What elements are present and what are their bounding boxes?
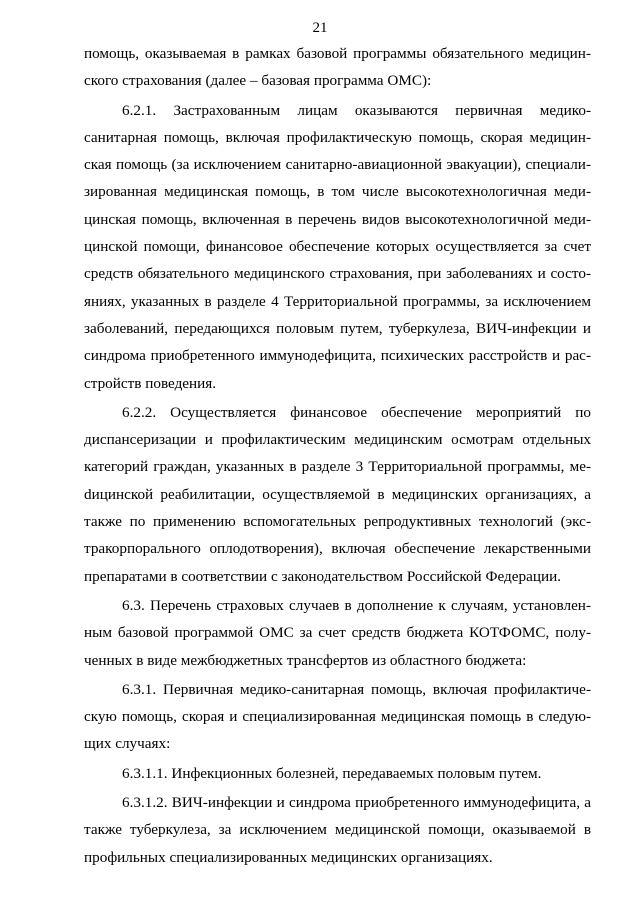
paragraph-continuation: помощь, оказываемая в рамках базовой программы обязательного медицинского страхования (далее – базовая программа ОМС):: [84, 45, 591, 90]
paragraph-6-2-1: 6.2.1. Застрахованным лицам оказываются первичная медико-санитарная помощь, включая профилактическую помощь, скорая медицинская помощь (за исключением санитарно-авиационной эвакуации), специализированная медицинская помощь, в том числе высокотехнологичная медицинская помощь, включенная в перечень видов высокотехнологичной медицинской помощи, финансовое обеспечение которых осуществляется за счет средств обязательного медицинского страхования, при заболеваниях и состояниях, указанных в разделе 4 Территориальной программы, за исключением заболеваний, передающихся половым путем, туберкулеза, ВИЧ-инфекции и синдрома приобретенного иммунодефицита, психических расстройств и расстройств поведения.: [84, 101, 591, 392]
page-number: 21: [312, 20, 328, 36]
paragraph-6-3: 6.3. Перечень страховых случаев в дополнение к случаям, установленным базовой программой ОМС за счет средств бюджета КОТФОМС, полученных в виде межбюджетных трансфертов из областного бюджета:: [84, 596, 591, 669]
paragraph-6-3-1-2: 6.3.1.2. ВИЧ-инфекции и синдрома приобретенного иммунодефицита, а также туберкулеза, за исключением медицинской помощи, оказываемой в профильных специализированных медицинских организациях.: [84, 794, 591, 866]
paragraph-6-3-1: 6.3.1. Первичная медико-санитарная помощь, включая профилактическую помощь, скорая и специализированная медицинская помощь в следующих случаях:: [84, 680, 591, 753]
paragraph-6-2-2: 6.2.2. Осуществляется финансовое обеспечение мероприятий по диспансеризации и профилактическим медицинским осмотрам отдельных категорий граждан, указанных в разделе 3 Территориальной программы, меdицинской реабилитации, осуществляемой в медицинских организациях, а также по применению вспомогательных репродуктивных технологий (экстракорпорального оплодотворения), включая обеспечение лекарственными препаратами в соответствии с законодательством Российской Федерации.: [84, 403, 591, 585]
paragraph-6-3-1-1: 6.3.1.1. Инфекционных болезней, передаваемых половым путем.: [122, 764, 542, 782]
document-body: [84, 40, 591, 873]
